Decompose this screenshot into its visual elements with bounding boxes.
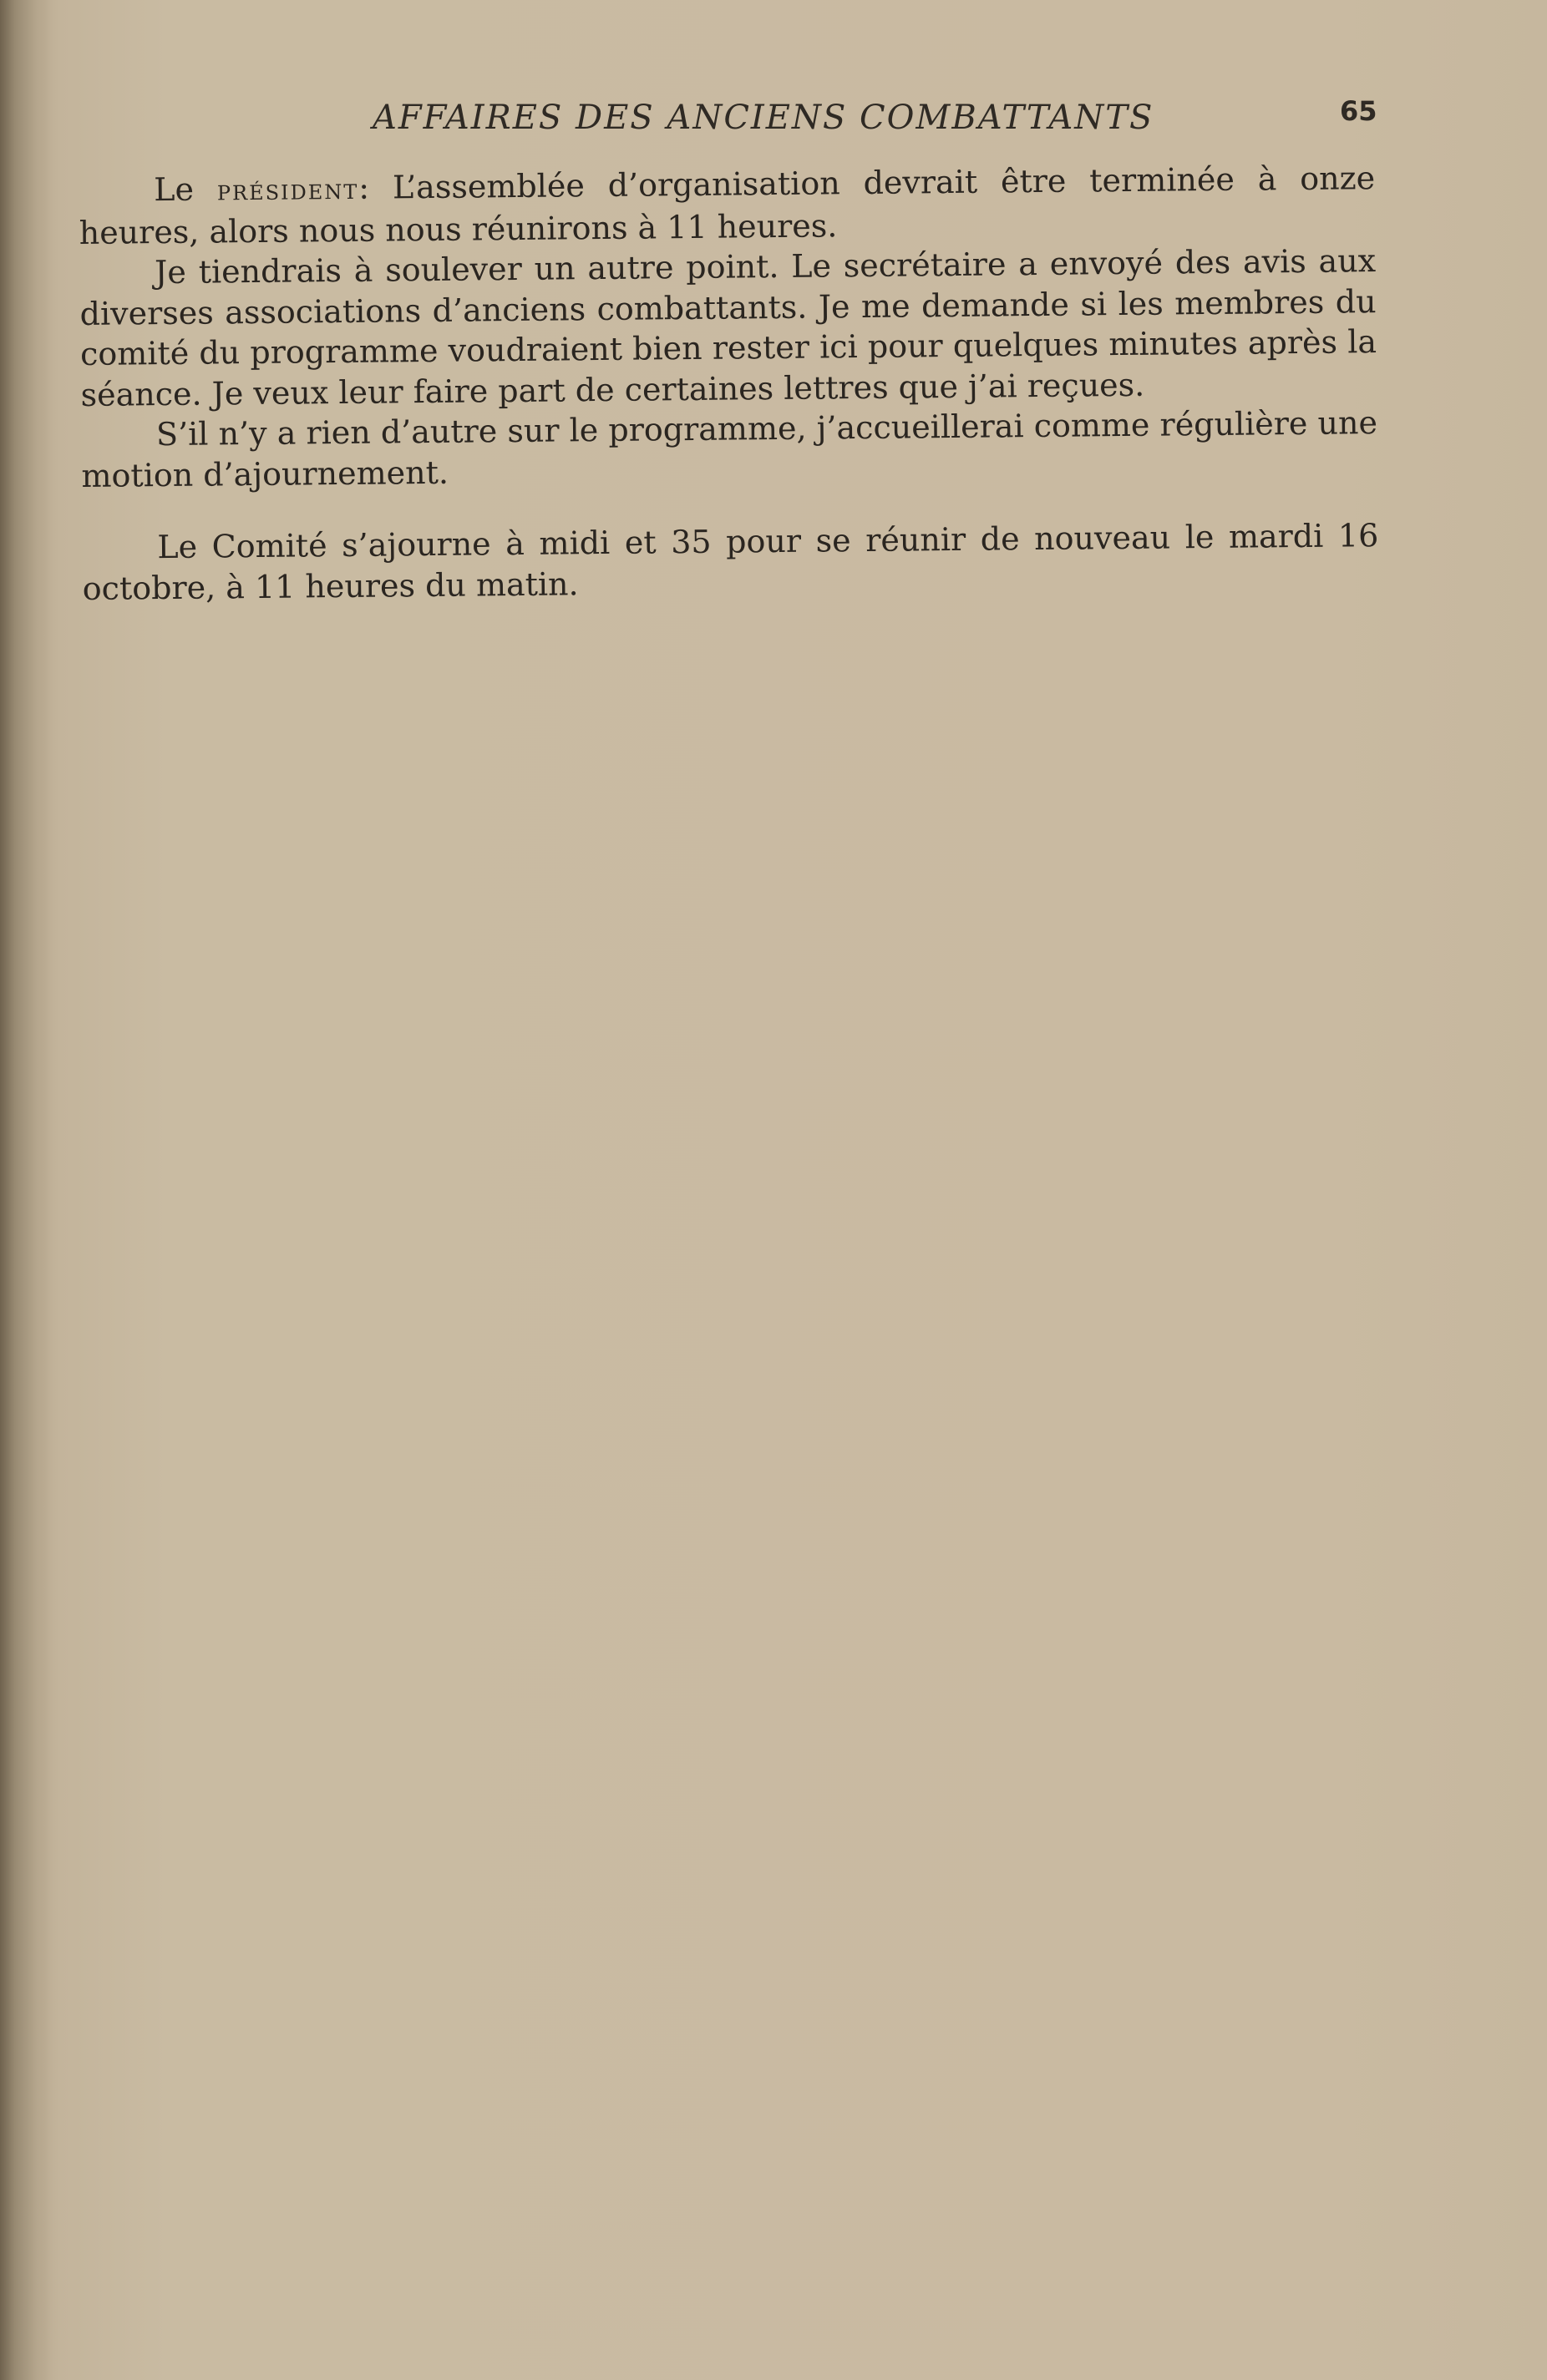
paragraph-text: : L’assemblée d’organisation devrait être terminée à onze heures, alors nous nous réunirons à 11 heures.: [79, 160, 1376, 251]
page-number: 65: [1340, 95, 1377, 127]
running-head: AFFAIRES DES ANCIENS COMBATTANTS: [373, 99, 1154, 137]
binding-edge: [0, 0, 50, 2380]
body-text: [79, 158, 1379, 609]
paragraph-lead: Le: [154, 170, 218, 209]
paragraph-president: [79, 158, 1376, 253]
paragraph-second-point: Je tiendrais à soulever un autre point. Le secrétaire a envoyé des avis aux diverses associations d’anciens combattants. Je me demande si les membres du comité du programme voudraient bien rester ici pour quelques minutes après la séance. Je veux leur faire part de certaines lettres que j’ai reçues.: [79, 242, 1377, 413]
speaker-label: président: [216, 172, 359, 208]
paragraph-committee-adjourns: Le Comité s’ajourne à midi et 35 pour se réunir de nouveau le mardi 16 octobre, à 11 heures du matin.: [82, 517, 1379, 607]
paragraph-adjournment-motion: S’il n’y a rien d’autre sur le programme, j’accueillerai comme régulière une motion d’ajournement.: [81, 404, 1378, 494]
